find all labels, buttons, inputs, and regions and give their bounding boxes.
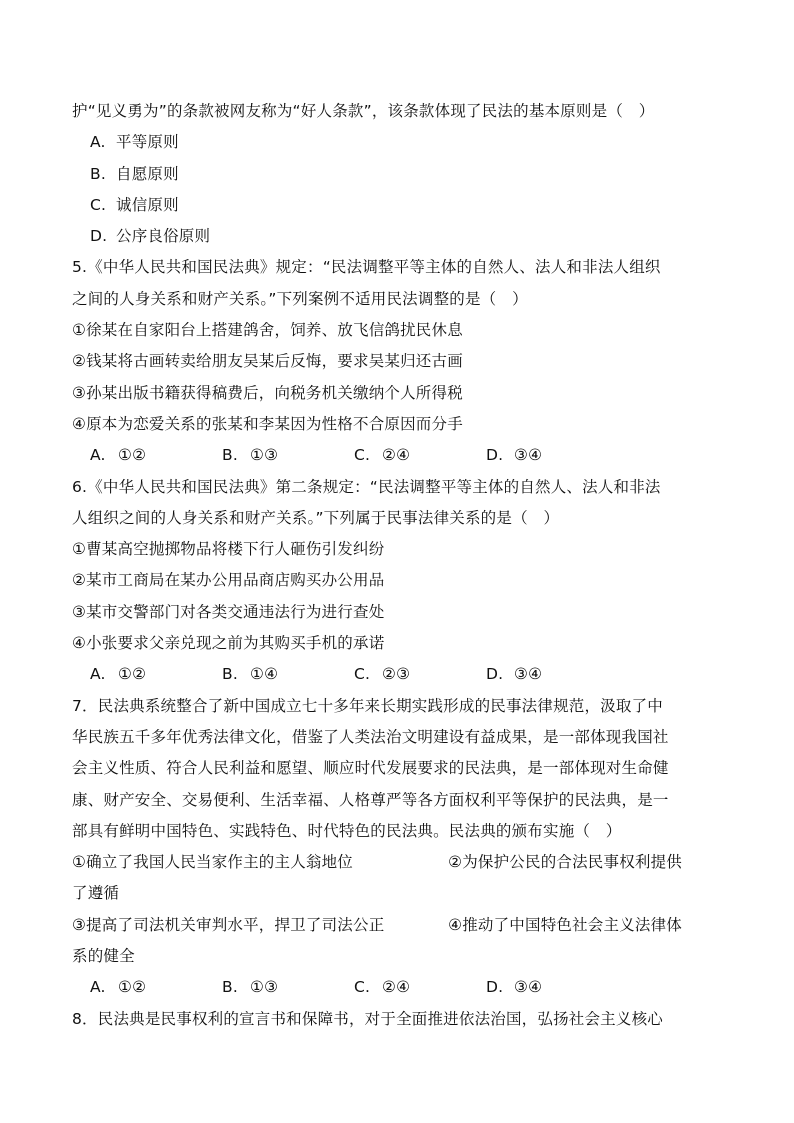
choice-tag: C.: [354, 978, 371, 997]
q5-item: ④原本为恋爱关系的张某和李某因为性格不合原因而分手: [72, 414, 463, 433]
option-text: 诚信原则: [116, 195, 179, 214]
choice-text: ①④: [250, 665, 279, 684]
q7-stem-line: 部具有鲜明中国特色、实践特色、时代特色的民法典。民法典的颁布实施（ ）: [72, 821, 622, 840]
q4-option-c: [72, 190, 682, 221]
q7-item-2: ②为保护公民的合法民事权利提供: [448, 853, 682, 872]
choice-text: ②④: [382, 446, 411, 465]
choice-text: ①②: [118, 665, 147, 684]
choice-tag: B.: [222, 978, 238, 997]
q7-stem-line: 会主义性质、符合人民利益和愿望、顺应时代发展要求的民法典，是一部体现对生命健: [72, 759, 669, 778]
choice-a: [90, 972, 222, 1003]
choice-tag: A.: [90, 978, 106, 997]
q6-item: ①曹某高空抛掷物品将楼下行人砸伤引发纠纷: [72, 540, 385, 559]
choice-a: [90, 659, 222, 690]
q6-stem-line: 6.《中华人民共和国民法典》第二条规定：“民法调整平等主体的自然人、法人和非法: [72, 477, 661, 496]
q7-items-row-2: [72, 910, 682, 941]
choice-tag: C.: [354, 665, 371, 684]
choice-text: ①③: [250, 978, 279, 997]
q7-item-2-cont: 了遵循: [72, 884, 120, 903]
choice-text: ②④: [382, 978, 411, 997]
option-text: 公序良俗原则: [116, 227, 211, 246]
q5-item: ①徐某在自家阳台上搭建鸽舍，饲养、放飞信鸽扰民休息: [72, 321, 463, 340]
choice-tag: C.: [354, 446, 371, 465]
choice-d: [486, 972, 618, 1003]
choice-text: ③④: [514, 665, 543, 684]
exam-page: [72, 96, 682, 1035]
choice-c: [354, 440, 486, 471]
q8-stem-line: 8．民法典是民事权利的宣言书和保障书，对于全面推进依法治国，弘扬社会主义核心: [72, 1009, 663, 1028]
choice-tag: A.: [90, 665, 106, 684]
q4-option-b: [72, 159, 682, 190]
q4-option-a: [72, 127, 682, 158]
q7-items-row-1: [72, 847, 682, 878]
q5-choices: [72, 440, 682, 471]
choice-tag: A.: [90, 446, 106, 465]
q6-item: ③某市交警部门对各类交通违法行为进行查处: [72, 602, 385, 621]
q4-stem-line: 护“见义勇为”的条款被网友称为“好人条款”，该条款体现了民法的基本原则是（ ）: [72, 102, 655, 120]
choice-text: ③④: [514, 446, 543, 465]
q6-choices: [72, 659, 682, 690]
q6-stem-line: 人组织之间的人身关系和财产关系。”下列属于民事法律关系的是（ ）: [72, 508, 560, 527]
choice-text: ②③: [382, 665, 411, 684]
q5-stem-line: 之间的人身关系和财产关系。”下列案例不适用民法调整的是（ ）: [72, 289, 528, 308]
choice-b: [222, 659, 354, 690]
choice-tag: B.: [222, 665, 238, 684]
q6-item: ④小张要求父亲兑现之前为其购买手机的承诺: [72, 634, 385, 653]
q7-stem-line: 7．民法典系统整合了新中国成立七十多年来长期实践形成的民事法律规范，汲取了中: [72, 696, 663, 715]
choice-tag: D.: [486, 665, 504, 684]
choice-d: [486, 440, 618, 471]
q7-item-3: ③提高了司法机关审判水平，捍卫了司法公正: [72, 915, 385, 934]
choice-b: [222, 972, 354, 1003]
choice-text: ③④: [514, 978, 543, 997]
q6-item: ②某市工商局在某办公用品商店购买办公用品: [72, 571, 385, 590]
q5-stem-line: 5.《中华人民共和国民法典》规定：“民法调整平等主体的自然人、法人和非法人组织: [72, 258, 661, 277]
option-text: 自愿原则: [116, 164, 179, 183]
q5-item: ②钱某将古画转卖给朋友吴某后反悔，要求吴某归还古画: [72, 352, 463, 371]
choice-tag: D.: [486, 446, 504, 465]
option-tag: B.: [90, 164, 106, 183]
q5-item: ③孙某出版书籍获得稿费后，向税务机关缴纳个人所得税: [72, 383, 463, 402]
choice-text: ①③: [250, 446, 279, 465]
choice-text: ①②: [118, 446, 147, 465]
choice-c: [354, 972, 486, 1003]
option-tag: D.: [90, 227, 108, 246]
choice-c: [354, 659, 486, 690]
q7-choices: [72, 972, 682, 1003]
q7-stem-line: 康、财产安全、交易便利、生活幸福、人格尊严等各方面权利平等保护的民法典，是一: [72, 790, 669, 809]
option-tag: C.: [90, 195, 107, 214]
q4-option-d: [72, 221, 682, 252]
choice-tag: B.: [222, 446, 238, 465]
choice-d: [486, 659, 618, 690]
option-tag: A.: [90, 133, 106, 152]
q7-item-4: ④推动了中国特色社会主义法律体: [448, 915, 682, 934]
q7-item-4-cont: 系的健全: [72, 947, 135, 966]
q7-item-1: ①确立了我国人民当家作主的主人翁地位: [72, 853, 353, 872]
choice-tag: D.: [486, 978, 504, 997]
option-text: 平等原则: [116, 133, 179, 152]
choice-b: [222, 440, 354, 471]
q7-stem-line: 华民族五千多年优秀法律文化，借鉴了人类法治文明建设有益成果，是一部体现我国社: [72, 727, 669, 746]
choice-text: ①②: [118, 978, 147, 997]
choice-a: [90, 440, 222, 471]
